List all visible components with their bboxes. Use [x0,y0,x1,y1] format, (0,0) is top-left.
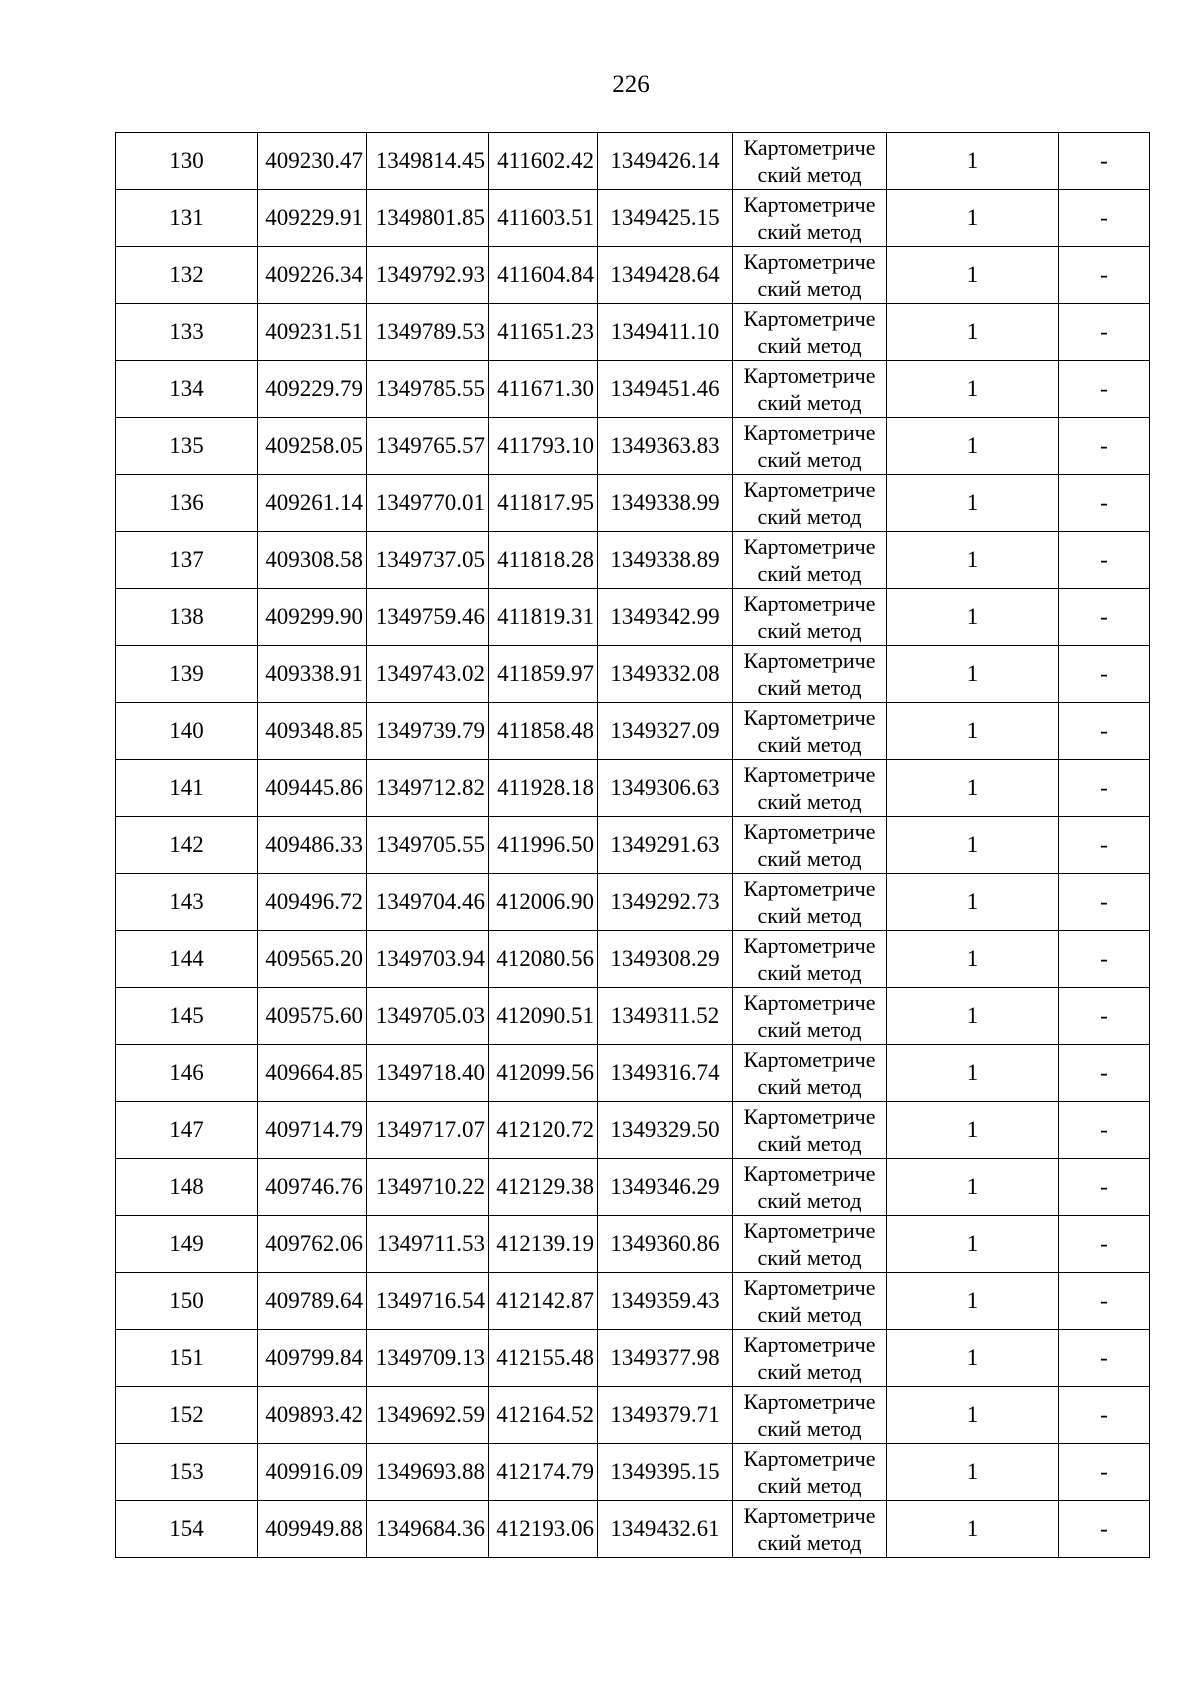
method-line-1: Картометриче [743,819,876,844]
method-line-1: Картометриче [743,420,876,445]
x-new-cell: 412174.79 [489,1444,598,1501]
note-cell: - [1059,133,1150,190]
accuracy-cell: 1 [887,1444,1059,1501]
method-line-1: Картометриче [743,1047,876,1072]
y-new-cell: 1349363.83 [598,418,733,475]
table-row [116,1444,1150,1501]
y-old-cell: 1349704.46 [367,874,489,931]
point-number-cell: 141 [116,760,258,817]
table-row [116,760,1150,817]
y-new-cell: 1349379.71 [598,1387,733,1444]
x-new-cell: 412090.51 [489,988,598,1045]
method-line-2: ский метод [757,162,862,187]
x-old-cell: 409746.76 [258,1159,367,1216]
accuracy-cell: 1 [887,817,1059,874]
accuracy-cell: 1 [887,1159,1059,1216]
accuracy-cell: 1 [887,1102,1059,1159]
x-old-cell: 409258.05 [258,418,367,475]
x-old-cell: 409799.84 [258,1330,367,1387]
table-body [116,133,1150,1558]
x-old-cell: 409230.47 [258,133,367,190]
x-old-cell: 409338.91 [258,646,367,703]
point-number-cell: 149 [116,1216,258,1273]
x-new-cell: 412099.56 [489,1045,598,1102]
method-line-2: ский метод [757,219,862,244]
note-cell: - [1059,1216,1150,1273]
x-new-cell: 411603.51 [489,190,598,247]
accuracy-cell: 1 [887,1501,1059,1558]
x-new-cell: 411819.31 [489,589,598,646]
method-cell [733,1273,887,1330]
note-cell: - [1059,988,1150,1045]
method-line-1: Картометриче [743,249,876,274]
method-line-2: ский метод [757,333,862,358]
y-new-cell: 1349316.74 [598,1045,733,1102]
x-old-cell: 409664.85 [258,1045,367,1102]
y-old-cell: 1349710.22 [367,1159,489,1216]
method-line-2: ский метод [757,1416,862,1441]
point-number-cell: 145 [116,988,258,1045]
method-line-1: Картометриче [743,648,876,673]
point-number-cell: 150 [116,1273,258,1330]
accuracy-cell: 1 [887,190,1059,247]
table-row [116,532,1150,589]
point-number-cell: 152 [116,1387,258,1444]
note-cell: - [1059,1045,1150,1102]
method-line-2: ский метод [757,1131,862,1156]
method-cell [733,1159,887,1216]
note-cell: - [1059,532,1150,589]
note-cell: - [1059,1330,1150,1387]
note-cell: - [1059,931,1150,988]
y-old-cell: 1349814.45 [367,133,489,190]
table-row [116,1159,1150,1216]
accuracy-cell: 1 [887,1330,1059,1387]
note-cell: - [1059,760,1150,817]
point-number-cell: 133 [116,304,258,361]
y-old-cell: 1349789.53 [367,304,489,361]
note-cell: - [1059,646,1150,703]
x-new-cell: 412142.87 [489,1273,598,1330]
y-new-cell: 1349411.10 [598,304,733,361]
y-new-cell: 1349360.86 [598,1216,733,1273]
x-old-cell: 409299.90 [258,589,367,646]
method-line-2: ский метод [757,1245,862,1270]
accuracy-cell: 1 [887,1387,1059,1444]
method-cell [733,190,887,247]
y-old-cell: 1349759.46 [367,589,489,646]
x-new-cell: 412155.48 [489,1330,598,1387]
method-line-2: ский метод [757,1188,862,1213]
x-new-cell: 411818.28 [489,532,598,589]
y-old-cell: 1349712.82 [367,760,489,817]
method-line-1: Картометриче [743,705,876,730]
x-new-cell: 412139.19 [489,1216,598,1273]
y-new-cell: 1349426.14 [598,133,733,190]
method-cell [733,1501,887,1558]
accuracy-cell: 1 [887,931,1059,988]
x-old-cell: 409714.79 [258,1102,367,1159]
note-cell: - [1059,418,1150,475]
y-old-cell: 1349743.02 [367,646,489,703]
y-new-cell: 1349308.29 [598,931,733,988]
note-cell: - [1059,247,1150,304]
method-cell [733,874,887,931]
table-row [116,1330,1150,1387]
y-old-cell: 1349705.03 [367,988,489,1045]
x-new-cell: 412120.72 [489,1102,598,1159]
point-number-cell: 140 [116,703,258,760]
y-new-cell: 1349338.99 [598,475,733,532]
method-line-2: ский метод [757,276,862,301]
y-new-cell: 1349451.46 [598,361,733,418]
x-new-cell: 411817.95 [489,475,598,532]
y-new-cell: 1349428.64 [598,247,733,304]
method-line-2: ский метод [757,960,862,985]
accuracy-cell: 1 [887,532,1059,589]
note-cell: - [1059,817,1150,874]
note-cell: - [1059,874,1150,931]
method-cell [733,133,887,190]
point-number-cell: 139 [116,646,258,703]
method-line-1: Картометриче [743,990,876,1015]
method-line-1: Картометриче [743,1332,876,1357]
method-line-1: Картометриче [743,933,876,958]
x-old-cell: 409229.91 [258,190,367,247]
accuracy-cell: 1 [887,361,1059,418]
table-row [116,361,1150,418]
y-old-cell: 1349739.79 [367,703,489,760]
x-new-cell: 411793.10 [489,418,598,475]
x-new-cell: 411671.30 [489,361,598,418]
method-line-2: ский метод [757,675,862,700]
table-row [116,1102,1150,1159]
method-cell [733,703,887,760]
method-line-1: Картометриче [743,762,876,787]
method-cell [733,1102,887,1159]
note-cell: - [1059,1387,1150,1444]
x-new-cell: 411859.97 [489,646,598,703]
method-line-2: ский метод [757,1017,862,1042]
y-old-cell: 1349717.07 [367,1102,489,1159]
x-old-cell: 409893.42 [258,1387,367,1444]
y-new-cell: 1349377.98 [598,1330,733,1387]
y-new-cell: 1349292.73 [598,874,733,931]
method-line-1: Картометриче [743,135,876,160]
x-new-cell: 411604.84 [489,247,598,304]
method-line-1: Картометриче [743,534,876,559]
method-line-1: Картометриче [743,1104,876,1129]
y-new-cell: 1349329.50 [598,1102,733,1159]
accuracy-cell: 1 [887,475,1059,532]
point-number-cell: 134 [116,361,258,418]
method-cell [733,247,887,304]
point-number-cell: 132 [116,247,258,304]
point-number-cell: 142 [116,817,258,874]
coordinates-table [115,132,1150,1558]
y-new-cell: 1349342.99 [598,589,733,646]
table-row [116,133,1150,190]
y-old-cell: 1349770.01 [367,475,489,532]
point-number-cell: 131 [116,190,258,247]
method-cell [733,817,887,874]
method-cell [733,646,887,703]
method-cell [733,1216,887,1273]
method-line-1: Картометриче [743,1275,876,1300]
y-new-cell: 1349327.09 [598,703,733,760]
y-old-cell: 1349684.36 [367,1501,489,1558]
method-line-1: Картометриче [743,591,876,616]
table-row [116,1216,1150,1273]
accuracy-cell: 1 [887,646,1059,703]
method-cell [733,589,887,646]
x-new-cell: 411651.23 [489,304,598,361]
table-row [116,589,1150,646]
point-number-cell: 147 [116,1102,258,1159]
x-old-cell: 409226.34 [258,247,367,304]
method-cell [733,418,887,475]
accuracy-cell: 1 [887,589,1059,646]
note-cell: - [1059,1501,1150,1558]
x-new-cell: 412193.06 [489,1501,598,1558]
x-old-cell: 409916.09 [258,1444,367,1501]
x-old-cell: 409261.14 [258,475,367,532]
y-new-cell: 1349395.15 [598,1444,733,1501]
page-number: 226 [612,71,650,98]
method-line-1: Картометриче [743,1446,876,1471]
x-new-cell: 412129.38 [489,1159,598,1216]
x-new-cell: 412080.56 [489,931,598,988]
y-old-cell: 1349711.53 [367,1216,489,1273]
note-cell: - [1059,361,1150,418]
method-line-2: ский метод [757,1473,862,1498]
method-line-2: ский метод [757,504,862,529]
y-old-cell: 1349737.05 [367,532,489,589]
x-old-cell: 409496.72 [258,874,367,931]
accuracy-cell: 1 [887,760,1059,817]
table-row [116,1501,1150,1558]
method-line-2: ский метод [757,1074,862,1099]
point-number-cell: 137 [116,532,258,589]
x-new-cell: 411996.50 [489,817,598,874]
point-number-cell: 135 [116,418,258,475]
point-number-cell: 154 [116,1501,258,1558]
y-new-cell: 1349311.52 [598,988,733,1045]
accuracy-cell: 1 [887,1273,1059,1330]
method-line-2: ский метод [757,1530,862,1555]
method-line-1: Картометриче [743,1503,876,1528]
method-cell [733,1045,887,1102]
note-cell: - [1059,1102,1150,1159]
x-old-cell: 409445.86 [258,760,367,817]
accuracy-cell: 1 [887,1216,1059,1273]
x-old-cell: 409949.88 [258,1501,367,1558]
x-old-cell: 409308.58 [258,532,367,589]
x-old-cell: 409565.20 [258,931,367,988]
method-line-2: ский метод [757,561,862,586]
table-row [116,304,1150,361]
method-line-2: ский метод [757,789,862,814]
method-cell [733,304,887,361]
table-row [116,988,1150,1045]
method-line-1: Картометриче [743,1161,876,1186]
y-new-cell: 1349306.63 [598,760,733,817]
point-number-cell: 138 [116,589,258,646]
accuracy-cell: 1 [887,988,1059,1045]
y-old-cell: 1349709.13 [367,1330,489,1387]
y-old-cell: 1349718.40 [367,1045,489,1102]
note-cell: - [1059,304,1150,361]
x-new-cell: 412164.52 [489,1387,598,1444]
x-new-cell: 412006.90 [489,874,598,931]
note-cell: - [1059,1273,1150,1330]
table-row [116,703,1150,760]
y-new-cell: 1349338.89 [598,532,733,589]
y-new-cell: 1349359.43 [598,1273,733,1330]
x-old-cell: 409348.85 [258,703,367,760]
point-number-cell: 148 [116,1159,258,1216]
method-line-1: Картометриче [743,1389,876,1414]
table-row [116,1045,1150,1102]
method-cell [733,1444,887,1501]
method-line-2: ский метод [757,1302,862,1327]
method-line-1: Картометриче [743,306,876,331]
note-cell: - [1059,190,1150,247]
method-cell [733,760,887,817]
accuracy-cell: 1 [887,1045,1059,1102]
y-old-cell: 1349716.54 [367,1273,489,1330]
y-old-cell: 1349693.88 [367,1444,489,1501]
point-number-cell: 153 [116,1444,258,1501]
method-line-2: ский метод [757,390,862,415]
x-new-cell: 411858.48 [489,703,598,760]
point-number-cell: 143 [116,874,258,931]
table-row [116,874,1150,931]
accuracy-cell: 1 [887,703,1059,760]
point-number-cell: 130 [116,133,258,190]
note-cell: - [1059,1159,1150,1216]
point-number-cell: 151 [116,1330,258,1387]
note-cell: - [1059,475,1150,532]
x-old-cell: 409229.79 [258,361,367,418]
method-line-1: Картометриче [743,192,876,217]
method-line-2: ский метод [757,1359,862,1384]
y-new-cell: 1349346.29 [598,1159,733,1216]
method-line-1: Картометриче [743,1218,876,1243]
y-old-cell: 1349692.59 [367,1387,489,1444]
method-line-1: Картометриче [743,876,876,901]
method-cell [733,532,887,589]
y-old-cell: 1349765.57 [367,418,489,475]
x-new-cell: 411602.42 [489,133,598,190]
accuracy-cell: 1 [887,247,1059,304]
x-old-cell: 409486.33 [258,817,367,874]
method-cell [733,1387,887,1444]
accuracy-cell: 1 [887,874,1059,931]
note-cell: - [1059,589,1150,646]
y-new-cell: 1349291.63 [598,817,733,874]
x-old-cell: 409789.64 [258,1273,367,1330]
note-cell: - [1059,703,1150,760]
table-row [116,1387,1150,1444]
table-row [116,247,1150,304]
method-cell [733,988,887,1045]
x-old-cell: 409762.06 [258,1216,367,1273]
method-line-2: ский метод [757,447,862,472]
table-row [116,475,1150,532]
note-cell: - [1059,1444,1150,1501]
method-line-2: ский метод [757,732,862,757]
y-new-cell: 1349425.15 [598,190,733,247]
y-old-cell: 1349792.93 [367,247,489,304]
method-line-1: Картометриче [743,363,876,388]
method-cell [733,931,887,988]
y-old-cell: 1349785.55 [367,361,489,418]
y-new-cell: 1349432.61 [598,1501,733,1558]
point-number-cell: 144 [116,931,258,988]
y-old-cell: 1349703.94 [367,931,489,988]
x-old-cell: 409231.51 [258,304,367,361]
table-row [116,931,1150,988]
table-row [116,1273,1150,1330]
table-row [116,817,1150,874]
y-new-cell: 1349332.08 [598,646,733,703]
y-old-cell: 1349705.55 [367,817,489,874]
method-cell [733,361,887,418]
table-row [116,646,1150,703]
accuracy-cell: 1 [887,133,1059,190]
x-new-cell: 411928.18 [489,760,598,817]
accuracy-cell: 1 [887,304,1059,361]
method-line-2: ский метод [757,846,862,871]
method-cell [733,475,887,532]
method-line-2: ский метод [757,618,862,643]
x-old-cell: 409575.60 [258,988,367,1045]
point-number-cell: 146 [116,1045,258,1102]
method-cell [733,1330,887,1387]
table-row [116,418,1150,475]
point-number-cell: 136 [116,475,258,532]
accuracy-cell: 1 [887,418,1059,475]
method-line-2: ский метод [757,903,862,928]
method-line-1: Картометриче [743,477,876,502]
y-old-cell: 1349801.85 [367,190,489,247]
table-row [116,190,1150,247]
